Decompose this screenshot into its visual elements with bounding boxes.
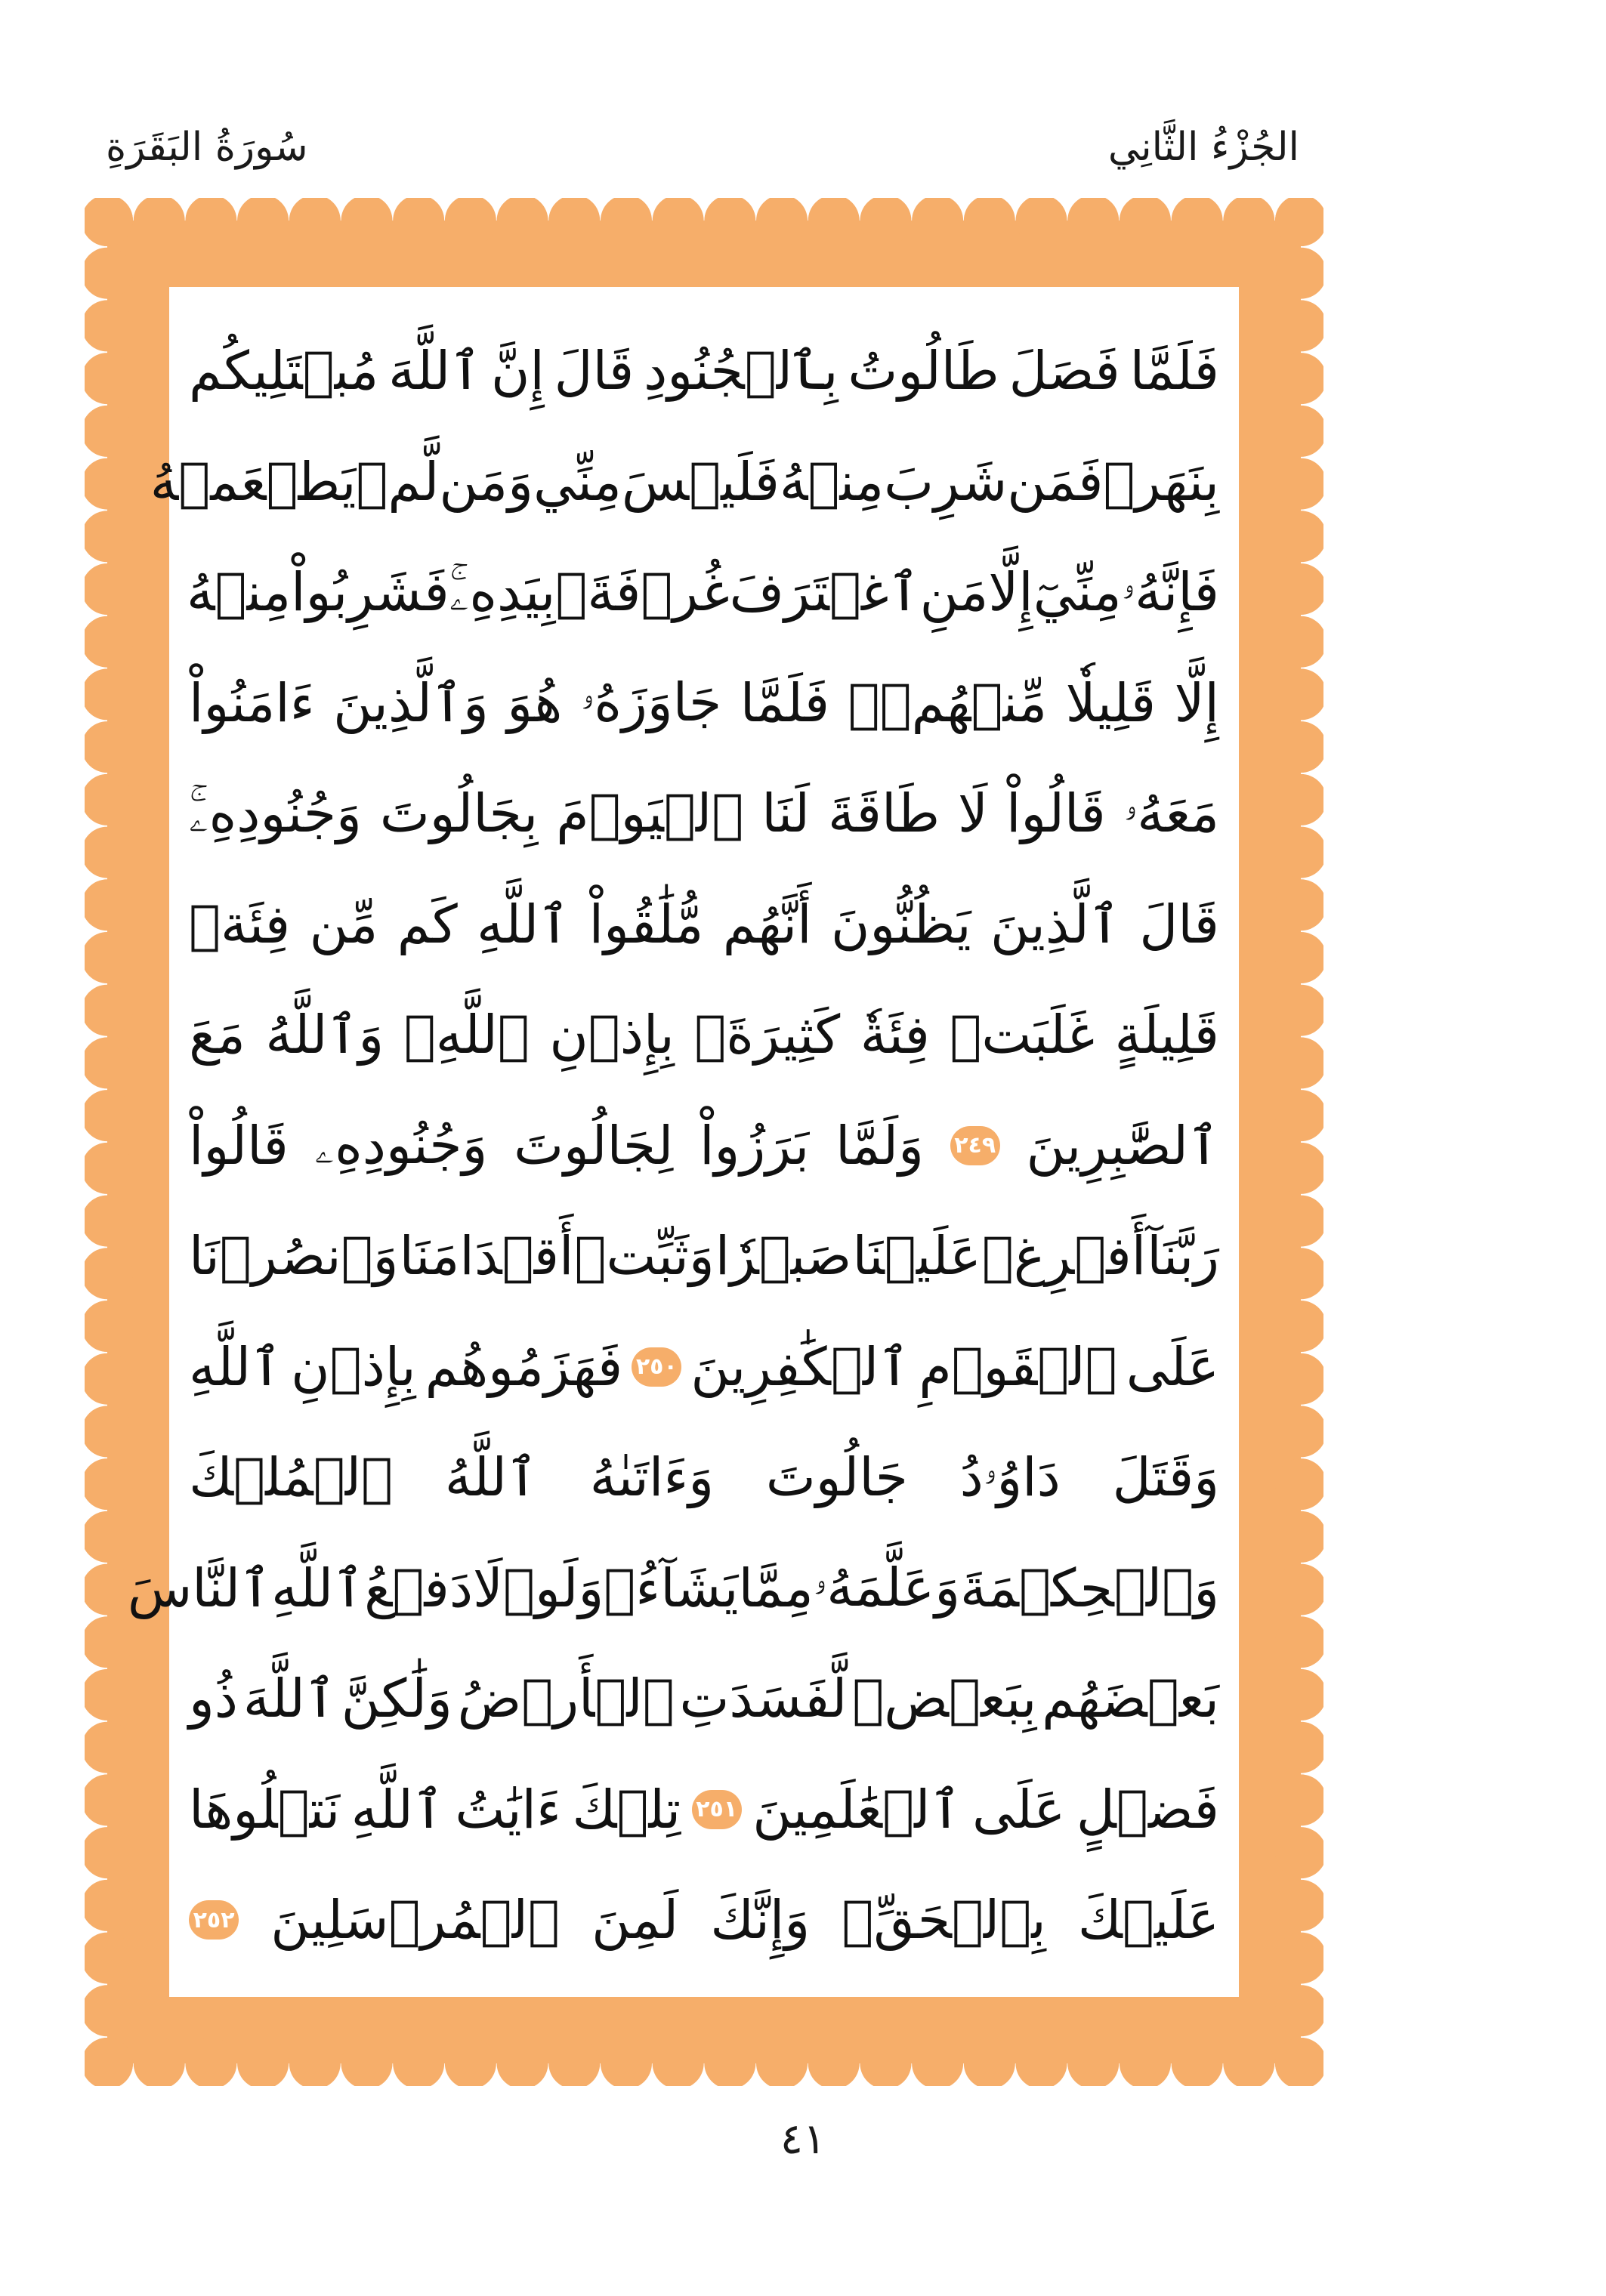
word: وَلَوۡلَا xyxy=(473,1557,604,1619)
word: لَا xyxy=(958,782,988,845)
word: بِنَهَرٖ xyxy=(1103,450,1219,513)
word: وَثَبِّتۡ xyxy=(574,1225,715,1288)
word: مِنۡهُ xyxy=(186,561,292,624)
word: قَالُواْ xyxy=(1005,782,1106,845)
word: فَإِنَّهُۥ xyxy=(1121,560,1219,623)
word: نَتۡلُوهَا xyxy=(189,1778,341,1841)
word: لِجَالُوتَ xyxy=(514,1114,674,1177)
word: فِئَةٖ xyxy=(189,893,291,955)
word: عَلَيۡكَ xyxy=(1077,1889,1219,1952)
ornamental-frame xyxy=(85,198,1323,2086)
word: وَإِنَّكَ xyxy=(710,1889,811,1952)
word: وَٱللَّهُ xyxy=(265,1004,385,1066)
word: ٱللَّهِ xyxy=(351,1778,444,1841)
word: رَبَّنَآ xyxy=(1147,1225,1219,1288)
word: بَعۡضَهُم xyxy=(1042,1668,1219,1730)
word: مَعَهُۥ xyxy=(1123,782,1219,844)
word: قَلِيلَةٍ xyxy=(1114,1004,1219,1066)
text-line xyxy=(189,316,1219,427)
text-line xyxy=(189,1422,1219,1533)
word: غَلَبَتۡ xyxy=(950,1004,1095,1066)
word: مِنِّيٓ xyxy=(1033,561,1122,624)
word: ٱلۡمُرۡسَلِينَ xyxy=(270,1889,560,1952)
word: بِٱلۡجُنُودِ xyxy=(644,340,839,403)
word: وَٱنصُرۡنَا xyxy=(189,1225,399,1288)
word: ٱللَّهَ xyxy=(242,1668,336,1730)
page-header xyxy=(106,113,1299,181)
word: جَالُوتَ xyxy=(765,1446,908,1509)
word: لَّفَسَدَتِ xyxy=(679,1668,848,1730)
word: مِّنۡهُمۡۚ xyxy=(848,671,1048,734)
word: ٱلَّذِينَ xyxy=(990,893,1120,955)
word: طَاقَةَ xyxy=(828,782,940,845)
text-line xyxy=(189,648,1219,759)
word: ٱللَّهِ xyxy=(189,1335,283,1398)
quran-text xyxy=(127,316,1219,1977)
word: قَلِيلٗا xyxy=(1065,671,1157,734)
word: تِلۡكَ xyxy=(572,1778,681,1841)
text-panel xyxy=(127,287,1239,1997)
text-line xyxy=(189,1865,1219,1976)
word: وَعَلَّمَهُۥ xyxy=(813,1557,960,1619)
word: ٱللَّهَ xyxy=(388,340,482,403)
word: إِلَّا xyxy=(988,561,1033,624)
word: ٱلۡعَٰلَمِينَ xyxy=(752,1778,962,1841)
word: صَبۡرٗا xyxy=(715,1225,852,1288)
ayah-marker: ٢٥٠ xyxy=(632,1347,681,1387)
word: فَشَرِبُواْ xyxy=(291,561,449,624)
word: قَالَ xyxy=(1139,893,1219,955)
word: وَلَٰكِنَّ xyxy=(341,1668,452,1730)
ayah-marker: ٢٥١ xyxy=(692,1790,742,1829)
word: مُبۡتَلِيكُم xyxy=(189,340,379,403)
word: عَلَيۡنَا xyxy=(852,1225,981,1288)
word: مَنِ xyxy=(919,561,989,624)
text-line xyxy=(189,869,1219,980)
text-line xyxy=(186,537,1219,648)
text-line xyxy=(189,1201,1219,1312)
word: ٱلۡكَٰفِرِينَ xyxy=(690,1335,910,1398)
ayah-marker: ٢٤٩ xyxy=(950,1126,1000,1165)
word: مِنِّي xyxy=(533,450,622,513)
word: لَمِنَ xyxy=(591,1889,679,1952)
word: دَاوُۥدُ xyxy=(959,1446,1061,1508)
word: لَنَا xyxy=(761,782,810,845)
word: مَعَ xyxy=(189,1004,246,1066)
word: كَم xyxy=(397,893,458,955)
word: ذُو xyxy=(189,1668,238,1730)
word: عَلَى xyxy=(1126,1335,1219,1398)
word: أَفۡرِغۡ xyxy=(981,1225,1147,1288)
word: فَلَمَّا xyxy=(740,671,830,734)
word: وَٱلَّذِينَ xyxy=(333,671,489,734)
word: بِيَدِهِۦۚ xyxy=(449,560,556,623)
word: قَالَ xyxy=(554,340,635,403)
text-line xyxy=(189,758,1219,869)
word: طَالُوتُ xyxy=(848,340,999,403)
word: ٱللَّهِ xyxy=(271,1557,365,1619)
word: فَهَزَمُوهُم xyxy=(425,1335,623,1398)
word: يَظُنُّونَ xyxy=(831,893,971,955)
word: بَرَزُواْ xyxy=(700,1114,810,1177)
text-line xyxy=(189,980,1219,1091)
word: أَنَّهُم xyxy=(722,893,812,955)
word: يَشَآءُۗ xyxy=(604,1557,739,1619)
word: ٱلۡأَرۡضُ xyxy=(457,1668,675,1730)
text-line xyxy=(150,427,1219,538)
word: بِجَالُوتَ xyxy=(379,782,539,845)
word: وَجُنُودِهِۦۚ xyxy=(189,782,362,844)
word: مُّلَٰقُواْ xyxy=(588,893,704,955)
word: فِئَةٗ xyxy=(860,1004,930,1066)
word: ٱلۡمُلۡكَ xyxy=(189,1446,394,1509)
word: أَقۡدَامَنَا xyxy=(399,1225,574,1288)
page-number: ٤١ xyxy=(780,2115,826,2164)
word: وَقَتَلَ xyxy=(1112,1446,1219,1509)
word: وَلَمَّا xyxy=(835,1114,924,1177)
word: غُرۡفَةَۢ xyxy=(555,561,730,624)
word: وَجُنُودِهِۦ xyxy=(314,1114,488,1177)
word: فَلَمَّا xyxy=(1129,340,1219,403)
text-line xyxy=(127,1533,1219,1644)
surah-title: سُورَةُ البَقَرَةِ xyxy=(106,125,308,170)
text-line xyxy=(189,1312,1219,1423)
word: فَصَلَ xyxy=(1008,340,1120,403)
word: دَفۡعُ xyxy=(364,1557,474,1619)
word: فَضۡلٍ xyxy=(1076,1778,1219,1841)
word: ٱلۡيَوۡمَ xyxy=(556,782,744,845)
word: ءَايَٰتُ xyxy=(455,1778,561,1841)
word: فَمَن xyxy=(1007,450,1104,513)
word: مِمَّا xyxy=(738,1557,814,1619)
word: فَلَيۡسَ xyxy=(621,450,780,513)
juz-title: الجُزْءُ الثَّانِي xyxy=(1107,125,1299,170)
word: ٱلنَّاسَ xyxy=(127,1557,272,1619)
word: شَرِبَ xyxy=(884,450,1008,513)
word: قَالُواْ xyxy=(189,1114,289,1177)
word: عَلَى xyxy=(971,1778,1066,1841)
word: بِإِذۡنِ xyxy=(549,1004,675,1066)
word: ٱللَّهِ xyxy=(477,893,570,955)
word: لَّمۡ xyxy=(356,450,440,513)
text-line xyxy=(189,1754,1219,1866)
word: هُوَ xyxy=(507,671,563,734)
ayah-marker: ٢٥٢ xyxy=(189,1900,239,1940)
word: إِلَّا xyxy=(1174,671,1219,734)
word: ٱللَّهُ xyxy=(444,1446,538,1509)
word: بِإِذۡنِ xyxy=(291,1335,416,1398)
word: كَثِيرَةَۢ xyxy=(694,1004,841,1066)
word: ٱلصَّٰبِرِينَ xyxy=(1026,1114,1219,1177)
word: وَٱلۡحِكۡمَةَ xyxy=(960,1557,1219,1619)
word: ٱللَّهِۗ xyxy=(403,1004,530,1066)
word: بِبَعۡضٖ xyxy=(852,1668,1037,1730)
word: وَمَن xyxy=(439,450,533,513)
word: ٱغۡتَرَفَ xyxy=(729,561,920,624)
text-line xyxy=(189,1643,1219,1754)
word: جَاوَزَهُۥ xyxy=(580,671,722,734)
word: وَءَاتَىٰهُ xyxy=(589,1446,715,1509)
word: ءَامَنُواْ xyxy=(189,671,315,734)
text-line xyxy=(189,1091,1219,1202)
word: يَطۡعَمۡهُ xyxy=(150,450,357,513)
word: إِنَّ xyxy=(490,340,545,403)
word: مِّن xyxy=(309,893,378,955)
word: ٱلۡقَوۡمِ xyxy=(919,1335,1117,1398)
word: مِنۡهُ xyxy=(779,450,885,513)
word: بِٱلۡحَقِّۚ xyxy=(842,1889,1046,1952)
